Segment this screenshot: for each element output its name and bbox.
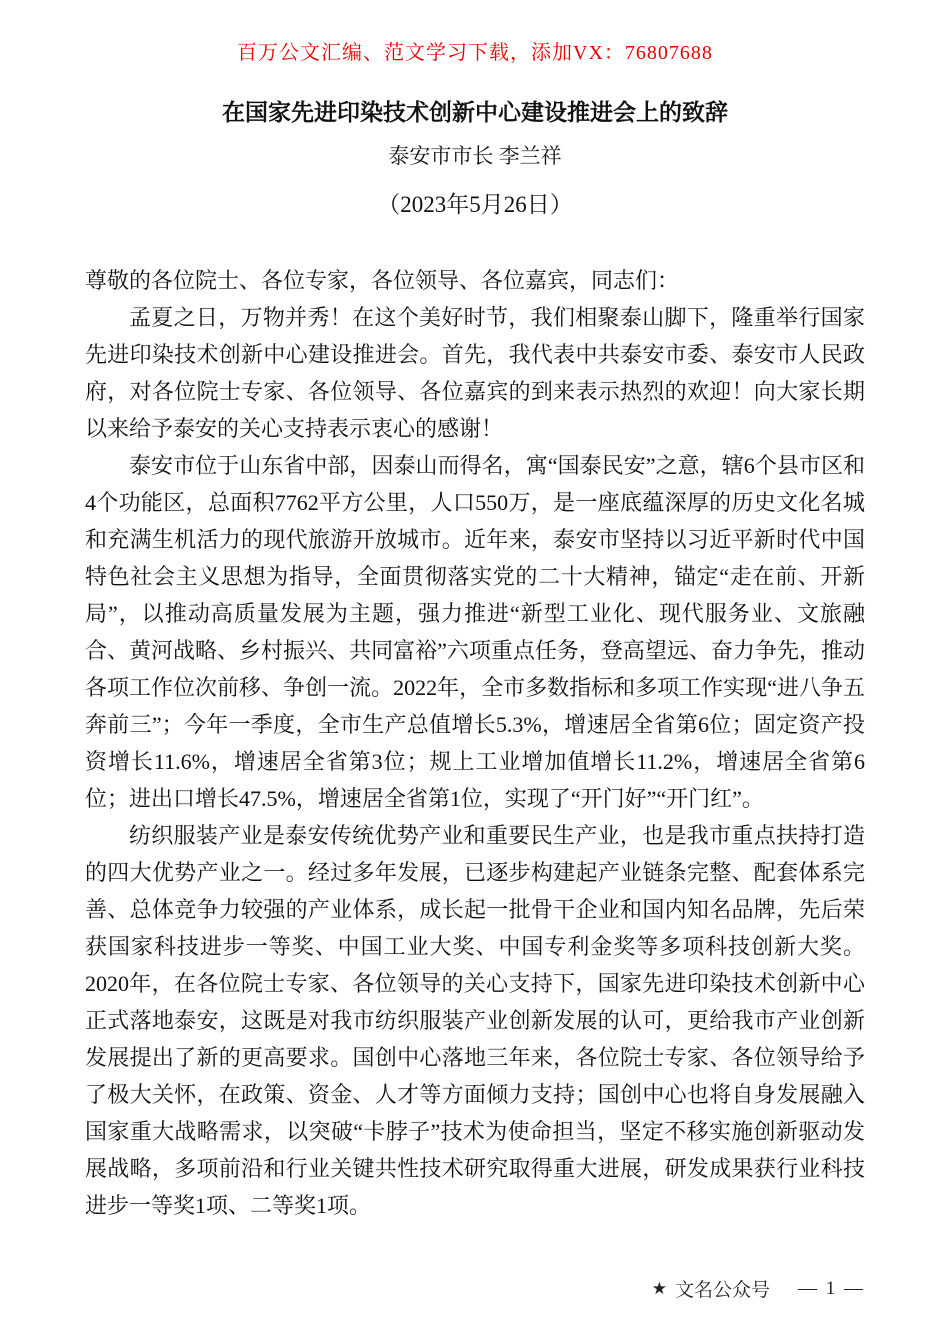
page-footer bbox=[652, 1275, 865, 1302]
paragraph: 泰安市位于山东省中部，因泰山而得名，寓“国泰民安”之意，辖6个县市区和4个功能区，总面积7762平方公里，人口550万，是一座底蕴深厚的历史文化名城和充满生机活力的现代旅游开放城市。近年来，泰安市坚持以习近平新时代中国特色社会主义思想为指导，全面贯彻落实党的二十大精神，锚定“走在前、开新局”，以推动高质量发展为主题，强力推进“新型工业化、现代服务业、文旅融合、黄河战略、乡村振兴、共同富裕”六项重点任务，登高望远、奋力争先，推动各项工作位次前移、争创一流。2022年，全市多数指标和多项工作实现“进八争五奔前三”；今年一季度，全市生产总值增长5.3%，增速居全省第6位；固定资产投资增长11.6%，增速居全省第3位；规上工业增加值增长11.2%，增速居全省第6位；进出口增长47.5%，增速居全省第1位，实现了“开门好”“开门红”。 bbox=[85, 453, 865, 811]
star-icon: ★ bbox=[651, 1278, 667, 1298]
greeting-line: 尊敬的各位院士、各位专家，各位领导、各位嘉宾，同志们： bbox=[85, 268, 680, 293]
paragraph: 纺织服装产业是泰安传统优势产业和重要民生产业，也是我市重点扶持打造的四大优势产业之一。经过多年发展，已逐步构建起产业链条完整、配套体系完善、总体竞争力较强的产业体系，成长起一批骨干企业和国内知名品牌，先后荣获国家科技进步一等奖、中国工业大奖、中国专利金奖等多项科技创新大奖。2020年，在各位院士专家、各位领导的关心支持下，国家先进印染技术创新中心正式落地泰安，这既是对我市纺织服装产业创新发展的认可，更给我市产业创新发展提出了新的更高要求。国创中心落地三年来，各位院士专家、各位领导给予了极大关怀，在政策、资金、人才等方面倾力支持；国创中心也将自身发展融入国家重大战略需求，以突破“卡脖子”技术为使命担当，坚定不移实施创新驱动发展战略，多项前沿和行业关键共性技术研究取得重大进展，研发成果获行业科技进步一等奖1项、二等奖1项。 bbox=[85, 823, 865, 1218]
doc-date: （2023年5月26日） bbox=[377, 192, 573, 217]
doc-title: 在国家先进印染技术创新中心建设推进会上的致辞 bbox=[222, 100, 728, 125]
doc-body bbox=[85, 262, 865, 1224]
paragraph: 孟夏之日，万物并秀！在这个美好时节，我们相聚泰山脚下，隆重举行国家先进印染技术创新中心建设推进会。首先，我代表中共泰安市委、泰安市人民政府，对各位院士专家、各位领导、各位嘉宾的到来表示热烈的欢迎！向大家长期以来给予泰安的关心支持表示衷心的感谢！ bbox=[85, 305, 865, 441]
page-number: — 1 — bbox=[798, 1277, 865, 1299]
promo-notice-banner: 百万公文汇编、范文学习下载，添加VX：76807688 bbox=[237, 42, 713, 64]
footer-label: 文名公众号 bbox=[674, 1280, 770, 1301]
doc-author: 泰安市市长 李兰祥 bbox=[388, 144, 562, 168]
